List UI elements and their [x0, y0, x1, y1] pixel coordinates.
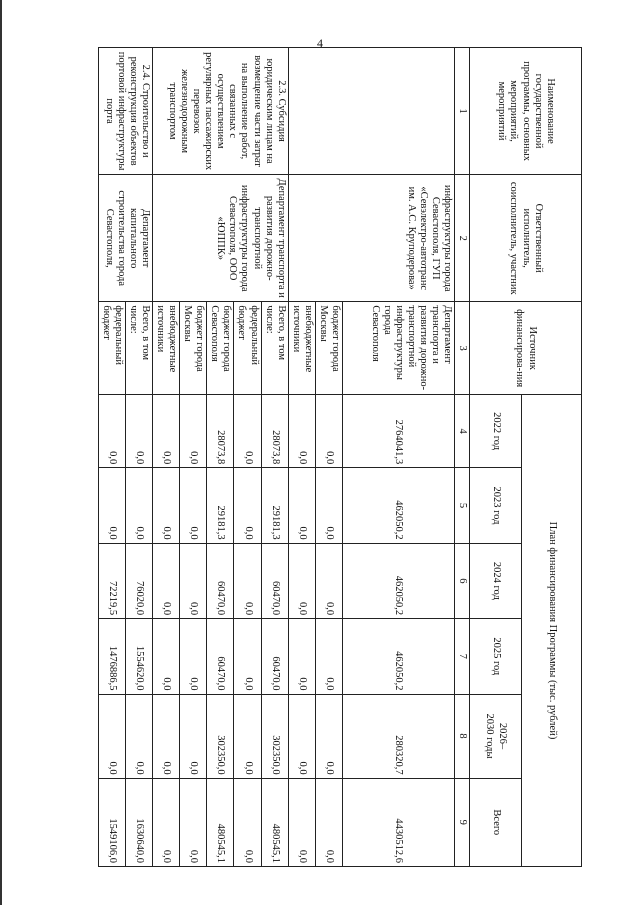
- value-cell: 462050,2: [342, 468, 454, 543]
- measure-name: 2.4. Строительство и реконструкция объектов портовой инфраструктуры порта: [98, 48, 152, 175]
- value-cell: 0,0: [315, 619, 342, 694]
- header-num: 1: [454, 48, 469, 175]
- table-row: [261, 48, 288, 867]
- value-cell: 4430512,6: [342, 778, 454, 866]
- source-cell: федеральный бюджет: [234, 302, 261, 395]
- value-cell: 0,0: [315, 394, 342, 467]
- header-year: Всего: [470, 778, 522, 866]
- value-cell: 76020,0: [125, 543, 152, 618]
- value-cell: 480545,1: [207, 778, 234, 866]
- value-cell: 0,0: [98, 394, 125, 467]
- value-cell: 0,0: [234, 394, 261, 467]
- value-cell: 0,0: [180, 468, 207, 543]
- header-num: 2: [454, 175, 469, 302]
- header-col-source: Источник финансирова-ния: [470, 302, 582, 395]
- value-cell: 0,0: [153, 394, 180, 467]
- header-year: 2026– 2030 годы: [470, 694, 522, 778]
- header-num: 8: [454, 694, 469, 778]
- header-year: 2025 год: [470, 619, 522, 694]
- header-plan: План финансирования Программы (тыс. рублей): [522, 394, 582, 866]
- header-num: 9: [454, 778, 469, 866]
- value-cell: 29181,3: [261, 468, 288, 543]
- value-cell: 0,0: [98, 468, 125, 543]
- source-cell: Департамент транспорта и развития дорожно-транспортной инфраструктуры города Севастополя: [342, 302, 454, 395]
- header-year: 2022 год: [470, 394, 522, 467]
- value-cell: 0,0: [234, 778, 261, 866]
- header-year: 2023 год: [470, 468, 522, 543]
- header-col-name: Наименование государственной программы, основных мероприятий, мероприятий: [470, 48, 582, 175]
- value-cell: 462050,2: [342, 619, 454, 694]
- measure-name: 2.3. Субсидия юридическим лицам на возмещение части затрат на выполнение работ, связанных с осуществлением регулярных пассажирских перевозок железнодорожным транспортом: [153, 48, 289, 175]
- source-cell: федеральный бюджет: [98, 302, 125, 395]
- table-row: [125, 48, 152, 867]
- value-cell: 0,0: [315, 468, 342, 543]
- source-cell: внебюджетные источники: [288, 302, 315, 395]
- value-cell: 1630640,0: [125, 778, 152, 866]
- value-cell: 1476886,5: [98, 619, 125, 694]
- page-edge-line: [0, 0, 2, 905]
- value-cell: 28073,8: [261, 394, 288, 467]
- source-cell: бюджет города Москвы: [315, 302, 342, 395]
- value-cell: 1549106,0: [98, 778, 125, 866]
- value-cell: 0,0: [125, 468, 152, 543]
- value-cell: 0,0: [125, 694, 152, 778]
- financing-table: [98, 47, 582, 867]
- executor-cell: Департамент транспорта и развития дорожно-транспортной инфраструктуры города Севастополя, ООО «ЮППК»: [153, 175, 289, 302]
- source-cell: Всего, в том числе:: [261, 302, 288, 395]
- value-cell: 0,0: [288, 778, 315, 866]
- measure-name: [288, 48, 454, 175]
- rotated-table-container: [102, 47, 582, 867]
- source-cell: внебюджетные источники: [153, 302, 180, 395]
- value-cell: 302350,0: [261, 694, 288, 778]
- header-num: 3: [454, 302, 469, 395]
- value-cell: 60470,0: [207, 543, 234, 618]
- header-num: 7: [454, 619, 469, 694]
- value-cell: 60470,0: [261, 619, 288, 694]
- value-cell: 0,0: [153, 619, 180, 694]
- value-cell: 0,0: [288, 543, 315, 618]
- value-cell: 0,0: [153, 543, 180, 618]
- value-cell: 1554620,0: [125, 619, 152, 694]
- value-cell: 29181,3: [207, 468, 234, 543]
- executor-cell: инфраструктуры города Севастополя, ГУП «Севэлектро-автотранс им. А.С. Круподерова»: [288, 175, 454, 302]
- value-cell: 0,0: [288, 694, 315, 778]
- value-cell: 0,0: [288, 468, 315, 543]
- value-cell: 0,0: [234, 694, 261, 778]
- value-cell: 0,0: [153, 694, 180, 778]
- value-cell: 0,0: [315, 778, 342, 866]
- header-num: 5: [454, 468, 469, 543]
- value-cell: 0,0: [180, 778, 207, 866]
- value-cell: 0,0: [234, 619, 261, 694]
- source-cell: бюджет города Севастополя: [207, 302, 234, 395]
- value-cell: 0,0: [315, 543, 342, 618]
- value-cell: 0,0: [180, 394, 207, 467]
- header-num: 4: [454, 394, 469, 467]
- header-col-executor: Ответственный исполнитель, соисполнитель, участник: [470, 175, 582, 302]
- value-cell: 0,0: [125, 394, 152, 467]
- value-cell: 480545,1: [261, 778, 288, 866]
- value-cell: 0,0: [180, 543, 207, 618]
- table-row: [342, 48, 454, 867]
- value-cell: 462050,2: [342, 543, 454, 618]
- value-cell: 302350,0: [207, 694, 234, 778]
- value-cell: 0,0: [234, 543, 261, 618]
- value-cell: 0,0: [153, 468, 180, 543]
- value-cell: 0,0: [288, 394, 315, 467]
- value-cell: 0,0: [315, 694, 342, 778]
- value-cell: 0,0: [180, 619, 207, 694]
- value-cell: 60470,0: [261, 543, 288, 618]
- value-cell: 60470,0: [207, 619, 234, 694]
- value-cell: 28073,8: [207, 394, 234, 467]
- executor-cell: Департамент капитального строительства города Севастополя,: [98, 175, 152, 302]
- page-number: 4: [317, 36, 323, 50]
- header-year: 2024 год: [470, 543, 522, 618]
- value-cell: 0,0: [180, 694, 207, 778]
- value-cell: 0,0: [288, 619, 315, 694]
- source-cell: бюджет города Москвы: [180, 302, 207, 395]
- value-cell: 0,0: [153, 778, 180, 866]
- header-num: 6: [454, 543, 469, 618]
- value-cell: 0,0: [98, 694, 125, 778]
- value-cell: 280320,7: [342, 694, 454, 778]
- source-cell: Всего, в том числе:: [125, 302, 152, 395]
- value-cell: 0,0: [234, 468, 261, 543]
- value-cell: 72219,5: [98, 543, 125, 618]
- value-cell: 2764041,3: [342, 394, 454, 467]
